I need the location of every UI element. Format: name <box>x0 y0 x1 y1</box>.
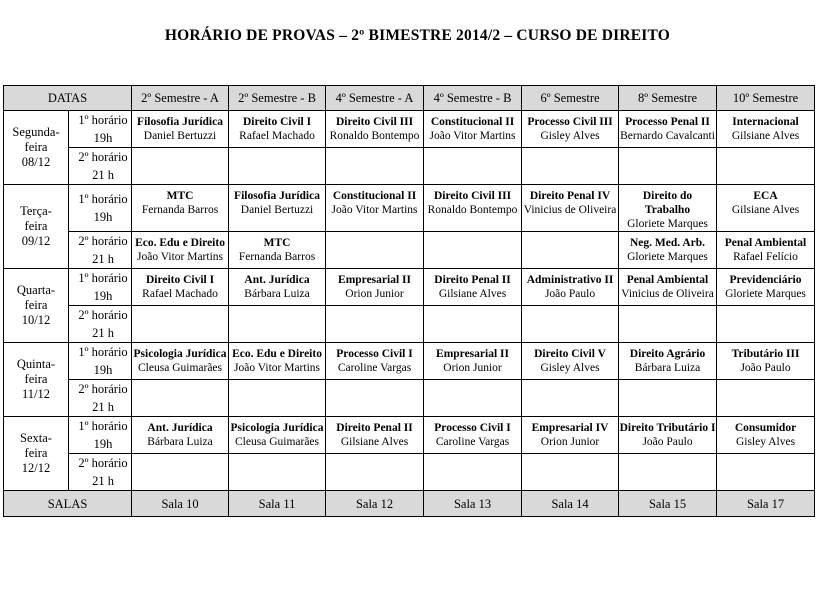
exam-professor: João Paulo <box>740 362 791 374</box>
exam-subject: Ant. Jurídica <box>244 274 310 286</box>
schedule-body <box>4 111 815 491</box>
exam-subject: Penal Ambiental <box>724 237 807 249</box>
day-name: Terça-feira <box>20 204 52 233</box>
room-cell: Sala 14 <box>522 491 619 517</box>
exam-professor: João Vitor Martins <box>234 362 320 374</box>
exam-cell <box>132 111 229 148</box>
exam-cell <box>132 417 229 454</box>
exam-cell <box>132 148 229 185</box>
exam-cell <box>229 454 326 491</box>
schedule-row <box>4 269 815 306</box>
exam-cell <box>229 417 326 454</box>
exam-professor: Cleusa Guimarães <box>235 436 320 448</box>
rooms-row <box>4 491 815 517</box>
exam-professor: Gilsiane Alves <box>438 288 507 300</box>
exam-professor: Gloriete Marques <box>627 218 708 230</box>
exam-cell <box>229 306 326 343</box>
day-date: 11/12 <box>21 387 50 401</box>
column-header: 4º Semestre - A <box>326 86 424 111</box>
exam-professor: Bárbara Luiza <box>634 362 701 374</box>
exam-cell <box>619 148 717 185</box>
exam-professor: Caroline Vargas <box>337 362 412 374</box>
slot-time: 21 h <box>92 400 114 414</box>
exam-professor: Gisley Alves <box>735 436 796 448</box>
exam-subject: Eco. Edu e Direito <box>135 237 225 249</box>
exam-professor: Gilsiane Alves <box>731 130 800 142</box>
time-slot-cell <box>69 148 132 185</box>
exam-cell <box>522 454 619 491</box>
exam-cell <box>619 269 717 306</box>
time-slot-cell <box>69 232 132 269</box>
room-cell: Sala 17 <box>717 491 815 517</box>
exam-subject: Tributário III <box>731 348 800 360</box>
exam-professor: Rafael Felício <box>733 251 798 263</box>
exam-cell <box>619 111 717 148</box>
room-cell: Sala 13 <box>424 491 522 517</box>
exam-professor: Gilsiane Alves <box>731 204 800 216</box>
exam-cell <box>326 306 424 343</box>
exam-professor: Caroline Vargas <box>435 436 510 448</box>
room-cell: Sala 12 <box>326 491 424 517</box>
day-cell <box>4 417 69 491</box>
exam-professor: Bárbara Luiza <box>244 288 310 300</box>
exam-cell <box>424 380 522 417</box>
slot-time: 21 h <box>92 474 114 488</box>
slot-time: 19h <box>93 210 113 224</box>
exam-cell <box>424 185 522 232</box>
exam-cell <box>132 343 229 380</box>
day-name: Quinta-feira <box>16 357 56 386</box>
slot-time: 19h <box>93 437 113 451</box>
exam-cell <box>229 111 326 148</box>
exam-subject: Penal Ambiental <box>626 274 709 286</box>
exam-cell <box>132 185 229 232</box>
time-slot-cell <box>69 343 132 380</box>
exam-cell <box>717 111 815 148</box>
exam-cell <box>424 269 522 306</box>
day-cell <box>4 343 69 417</box>
slot-label: 1º horário <box>78 113 128 127</box>
exam-subject: Direito Civil I <box>145 274 215 286</box>
slot-time: 19h <box>93 131 113 145</box>
exam-cell <box>619 232 717 269</box>
exam-cell <box>326 417 424 454</box>
exam-subject: Ant. Jurídica <box>147 422 213 434</box>
exam-subject: Direito Penal II <box>336 422 413 434</box>
exam-cell <box>522 417 619 454</box>
exam-cell <box>229 269 326 306</box>
exam-professor: João Vitor Martins <box>429 130 516 142</box>
exam-cell <box>619 454 717 491</box>
schedule-row <box>4 232 815 269</box>
exam-professor: Orion Junior <box>540 436 600 448</box>
exam-cell <box>619 185 717 232</box>
column-header: 8º Semestre <box>619 86 717 111</box>
exam-cell <box>522 343 619 380</box>
column-header: 6º Semestre <box>522 86 619 111</box>
day-name: Sexta-feira <box>20 431 52 460</box>
dates-header: DATAS <box>4 86 132 111</box>
exam-cell <box>522 185 619 232</box>
exam-subject: Eco. Edu e Direito <box>232 348 322 360</box>
exam-cell <box>229 185 326 232</box>
exam-professor: Gisley Alves <box>540 362 600 374</box>
exam-cell <box>619 343 717 380</box>
exam-professor: Gloriete Marques <box>627 251 708 263</box>
exam-subject: MTC <box>166 190 194 202</box>
exam-subject: Internacional <box>732 116 799 128</box>
time-slot-cell <box>69 185 132 232</box>
exam-cell <box>326 269 424 306</box>
exam-subject: Direito Civil III <box>433 190 512 202</box>
time-slot-cell <box>69 269 132 306</box>
time-slot-cell <box>69 111 132 148</box>
exam-professor: Ronaldo Bontempo <box>329 130 420 142</box>
exam-subject: Filosofia Jurídica <box>137 116 223 128</box>
exam-subject: Constitucional II <box>430 116 515 128</box>
schedule-row <box>4 306 815 343</box>
exam-professor: Daniel Bertuzzi <box>240 204 314 216</box>
exam-professor: Bernardo Cavalcanti <box>620 130 715 142</box>
exam-cell <box>424 454 522 491</box>
exam-professor: Fernanda Barros <box>141 204 219 216</box>
schedule-row <box>4 454 815 491</box>
exam-professor: João Vitor Martins <box>137 251 223 263</box>
exam-professor: Rafael Machado <box>142 288 218 300</box>
exam-subject: Empresarial II <box>338 274 411 286</box>
schedule-row <box>4 417 815 454</box>
exam-subject: Direito Civil III <box>335 116 414 128</box>
exam-cell <box>132 232 229 269</box>
day-date: 08/12 <box>21 155 51 169</box>
exam-subject: Processo Civil I <box>434 422 511 434</box>
exam-cell <box>717 148 815 185</box>
exam-cell <box>717 343 815 380</box>
day-cell <box>4 269 69 343</box>
slot-label: 2º horário <box>78 234 128 248</box>
room-cell: Sala 10 <box>132 491 229 517</box>
slot-time: 21 h <box>92 252 114 266</box>
slot-time: 19h <box>93 363 113 377</box>
exam-professor: Orion Junior <box>443 362 502 374</box>
exam-subject: Processo Civil III <box>527 116 613 128</box>
time-slot-cell <box>69 380 132 417</box>
exam-professor: Vinicius de Oliveira <box>621 288 714 300</box>
exam-cell <box>424 111 522 148</box>
exam-subject: ECA <box>753 190 778 202</box>
day-date: 09/12 <box>21 234 51 248</box>
exam-cell <box>326 111 424 148</box>
room-cell: Sala 11 <box>229 491 326 517</box>
day-cell <box>4 185 69 269</box>
exam-cell <box>619 380 717 417</box>
day-date: 12/12 <box>21 461 51 475</box>
slot-label: 1º horário <box>78 345 128 359</box>
slot-label: 2º horário <box>78 382 128 396</box>
day-cell <box>4 111 69 185</box>
exam-subject: Previdenciário <box>729 274 802 286</box>
exam-professor: Daniel Bertuzzi <box>143 130 217 142</box>
exam-cell <box>522 269 619 306</box>
exam-subject: Direito Civil V <box>534 348 606 360</box>
exam-cell <box>717 454 815 491</box>
day-name: Quarta-feira <box>16 283 56 312</box>
exam-subject: Direito Agrário <box>629 348 706 360</box>
header-row <box>4 86 815 111</box>
column-header: 2º Semestre - B <box>229 86 326 111</box>
exam-cell <box>424 232 522 269</box>
exam-professor: Cleusa Guimarães <box>138 362 223 374</box>
exam-cell <box>326 185 424 232</box>
exam-professor: João Paulo <box>642 436 693 448</box>
column-header: 2º Semestre - A <box>132 86 229 111</box>
rooms-label: SALAS <box>4 491 132 517</box>
exam-subject: Direito Penal IV <box>529 190 611 202</box>
exam-cell <box>326 343 424 380</box>
exam-subject: Filosofia Jurídica <box>234 190 320 202</box>
exam-cell <box>132 269 229 306</box>
exam-cell <box>229 380 326 417</box>
exam-cell <box>717 185 815 232</box>
time-slot-cell <box>69 417 132 454</box>
exam-cell <box>229 232 326 269</box>
exam-cell <box>326 454 424 491</box>
exam-cell <box>326 232 424 269</box>
time-slot-cell <box>69 306 132 343</box>
exam-professor: João Vitor Martins <box>331 204 418 216</box>
exam-cell <box>522 148 619 185</box>
exam-subject: Psicologia Jurídica <box>230 422 324 434</box>
column-header: 10º Semestre <box>717 86 815 111</box>
exam-professor: Gloriete Marques <box>725 288 806 300</box>
exam-subject: Neg. Med. Arb. <box>629 237 706 249</box>
day-name: Segunda-feira <box>12 125 60 154</box>
exam-professor: Bárbara Luiza <box>147 436 213 448</box>
exam-cell <box>424 343 522 380</box>
exam-cell <box>522 380 619 417</box>
exam-subject: Direito Tributário I <box>619 422 716 434</box>
schedule-row <box>4 111 815 148</box>
exam-professor: Fernanda Barros <box>238 251 316 263</box>
exam-cell <box>619 417 717 454</box>
exam-subject: Administrativo II <box>526 274 614 286</box>
slot-time: 21 h <box>92 168 114 182</box>
exam-professor: João Paulo <box>544 288 596 300</box>
exam-schedule-table <box>3 85 815 517</box>
exam-cell <box>132 454 229 491</box>
slot-label: 1º horário <box>78 271 128 285</box>
exam-cell <box>424 417 522 454</box>
exam-subject: Direito Civil I <box>242 116 312 128</box>
exam-cell <box>717 306 815 343</box>
exam-cell <box>522 306 619 343</box>
exam-cell <box>717 232 815 269</box>
exam-subject: Processo Penal II <box>625 116 710 128</box>
schedule-row <box>4 380 815 417</box>
exam-professor: Rafael Machado <box>239 130 315 142</box>
exam-cell <box>326 380 424 417</box>
exam-subject: Processo Civil I <box>336 348 413 360</box>
exam-cell <box>619 306 717 343</box>
slot-label: 2º horário <box>78 456 128 470</box>
exam-professor: Gilsiane Alves <box>340 436 409 448</box>
exam-cell <box>717 380 815 417</box>
exam-professor: Ronaldo Bontempo <box>427 204 518 216</box>
slot-label: 2º horário <box>78 150 128 164</box>
exam-cell <box>132 380 229 417</box>
exam-cell <box>717 417 815 454</box>
exam-cell <box>229 148 326 185</box>
room-cell: Sala 15 <box>619 491 717 517</box>
column-header: 4º Semestre - B <box>424 86 522 111</box>
exam-professor: Gisley Alves <box>540 130 600 142</box>
exam-professor: Vinicius de Oliveira <box>523 204 617 216</box>
exam-subject: Consumidor <box>734 422 797 434</box>
day-date: 10/12 <box>21 313 51 327</box>
exam-cell <box>424 306 522 343</box>
slot-label: 1º horário <box>78 192 128 206</box>
exam-cell <box>132 306 229 343</box>
exam-subject: MTC <box>263 237 291 249</box>
exam-subject: Empresarial II <box>436 348 509 360</box>
slot-time: 19h <box>93 289 113 303</box>
page-title: HORÁRIO DE PROVAS – 2º BIMESTRE 2014/2 – CURSO DE DIREITO <box>164 27 671 44</box>
exam-professor: Orion Junior <box>345 288 404 300</box>
exam-cell <box>326 148 424 185</box>
schedule-row <box>4 148 815 185</box>
slot-label: 2º horário <box>78 308 128 322</box>
exam-subject: Psicologia Jurídica <box>133 348 227 360</box>
slot-time: 21 h <box>92 326 114 340</box>
exam-subject: Empresarial IV <box>531 422 609 434</box>
exam-subject: Direito Penal II <box>434 274 511 286</box>
exam-subject: Direito do Trabalho <box>642 190 693 216</box>
slot-label: 1º horário <box>78 419 128 433</box>
exam-cell <box>522 232 619 269</box>
exam-cell <box>717 269 815 306</box>
time-slot-cell <box>69 454 132 491</box>
exam-cell <box>424 148 522 185</box>
schedule-row <box>4 185 815 232</box>
schedule-row <box>4 343 815 380</box>
exam-cell <box>522 111 619 148</box>
exam-subject: Constitucional II <box>332 190 417 202</box>
exam-cell <box>229 343 326 380</box>
